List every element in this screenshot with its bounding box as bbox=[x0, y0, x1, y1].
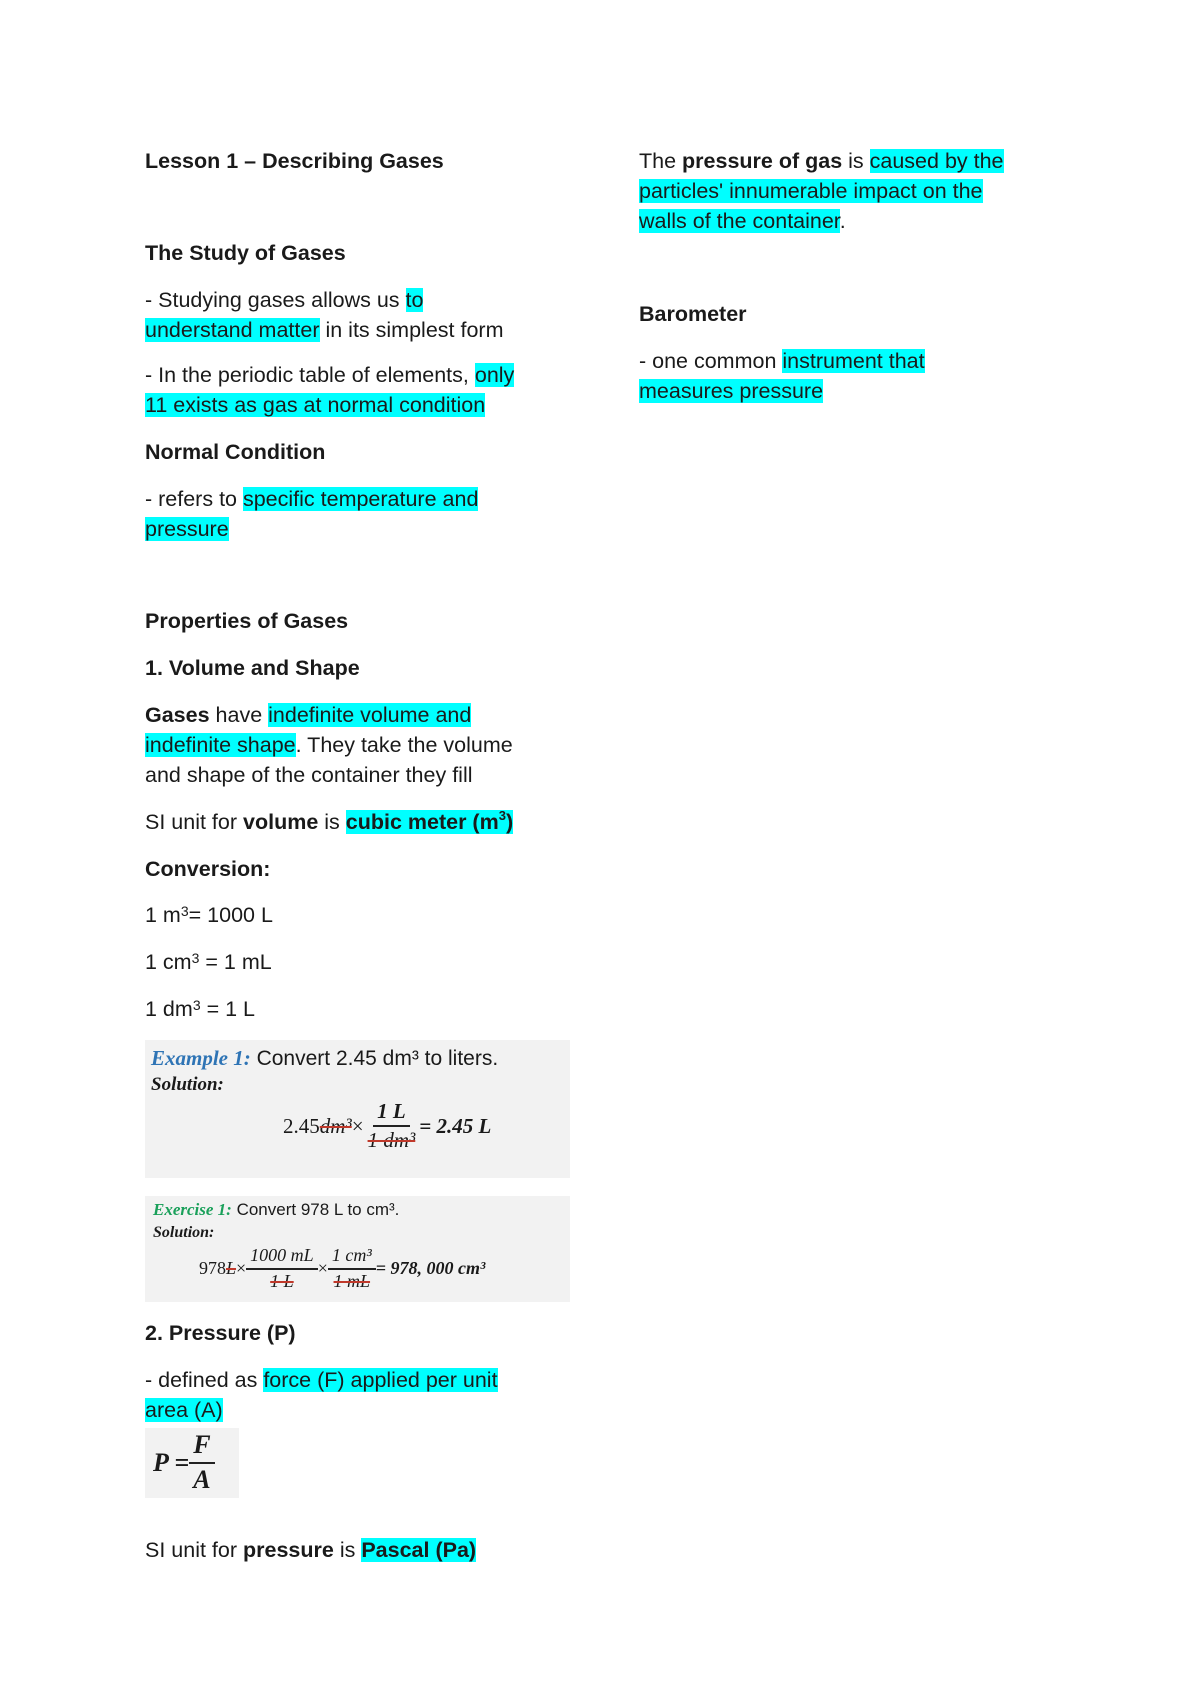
pressure-cause-line-2: particles' innumerable impact on the bbox=[639, 179, 983, 203]
exercise-1-solution-label: Solution: bbox=[153, 1224, 215, 1241]
conversion-line-3: 1 $dm^3 = 1$ L bbox=[145, 997, 255, 1021]
example-1-equation: 2.45 dm³ × $\frac{1 L}{\text{1 dm³}}$ = 2.45 L bbox=[283, 1099, 492, 1153]
normal-condition-heading: Normal Condition bbox=[145, 440, 326, 464]
example-1-box bbox=[145, 1040, 570, 1178]
volume-paragraph-line-3: and shape of the container they fill bbox=[145, 763, 473, 787]
lesson-title: Lesson 1 – Describing Gases bbox=[145, 149, 444, 173]
pressure-definition-line-1: - defined as force (F) applied per unit bbox=[145, 1368, 498, 1392]
study-bullet-2-line-2: 11 exists as gas at normal condition bbox=[145, 393, 486, 417]
pressure-formula-lhs: P = bbox=[153, 1448, 190, 1477]
pressure-cause-line-1: The pressure of gas is caused by the bbox=[639, 149, 1004, 173]
si-unit-volume: SI unit for volume is cubic meter $(m^3)$ bbox=[145, 807, 514, 834]
pressure-definition-line-2: area (A) bbox=[145, 1398, 223, 1422]
barometer-line-1: - one common instrument that bbox=[639, 349, 925, 373]
volume-shape-heading: 1. Volume and Shape bbox=[145, 656, 360, 680]
volume-paragraph-line-1: Gases have indefinite volume and bbox=[145, 703, 472, 727]
pressure-heading: 2. Pressure (P) bbox=[145, 1321, 296, 1345]
study-heading: The Study of Gases bbox=[145, 241, 346, 265]
barometer-line-2: measures pressure bbox=[639, 379, 824, 403]
pressure-cause-line-3: walls of the container. bbox=[639, 209, 846, 233]
study-bullet-1-line-1: - Studying gases allows us to bbox=[145, 288, 424, 312]
properties-heading: Properties of Gases bbox=[145, 609, 349, 633]
pressure-formula-fraction: $\frac{F}{A}$ bbox=[189, 1431, 214, 1494]
exercise-1-box bbox=[145, 1196, 570, 1302]
example-1-solution-label: Solution: bbox=[151, 1074, 224, 1095]
si-unit-pressure: SI unit for pressure is Pascal (Pa) bbox=[145, 1538, 477, 1562]
normal-condition-line-1: - refers to specific temperature and bbox=[145, 487, 479, 511]
conversion-line-1: 1 $m^3= 1000$ L bbox=[145, 903, 273, 927]
example-1-prompt: Example 1: Convert 2.45 dm³ to liters. bbox=[151, 1046, 499, 1070]
volume-paragraph-line-2: indefinite shape. They take the volume bbox=[145, 733, 513, 757]
exercise-1-prompt: Exercise 1: Convert 978 L to cm³. bbox=[153, 1200, 400, 1219]
normal-condition-line-2: pressure bbox=[145, 517, 229, 541]
conversion-line-2: 1 $cm^3 = 1$ mL bbox=[145, 950, 272, 974]
barometer-heading: Barometer bbox=[639, 302, 747, 326]
study-bullet-1-line-2: understand matter in its simplest form bbox=[145, 318, 504, 342]
study-bullet-2-line-1: - In the periodic table of elements, only bbox=[145, 363, 515, 387]
pressure-formula-box bbox=[145, 1428, 239, 1498]
exercise-1-equation: 978 L × $\frac{1000 mL}{1 L}$ × $\frac{\text{1 cm³}}{1 mL}$ = 978, 000 cm³ bbox=[199, 1245, 486, 1291]
conversion-heading: Conversion: bbox=[145, 857, 271, 881]
